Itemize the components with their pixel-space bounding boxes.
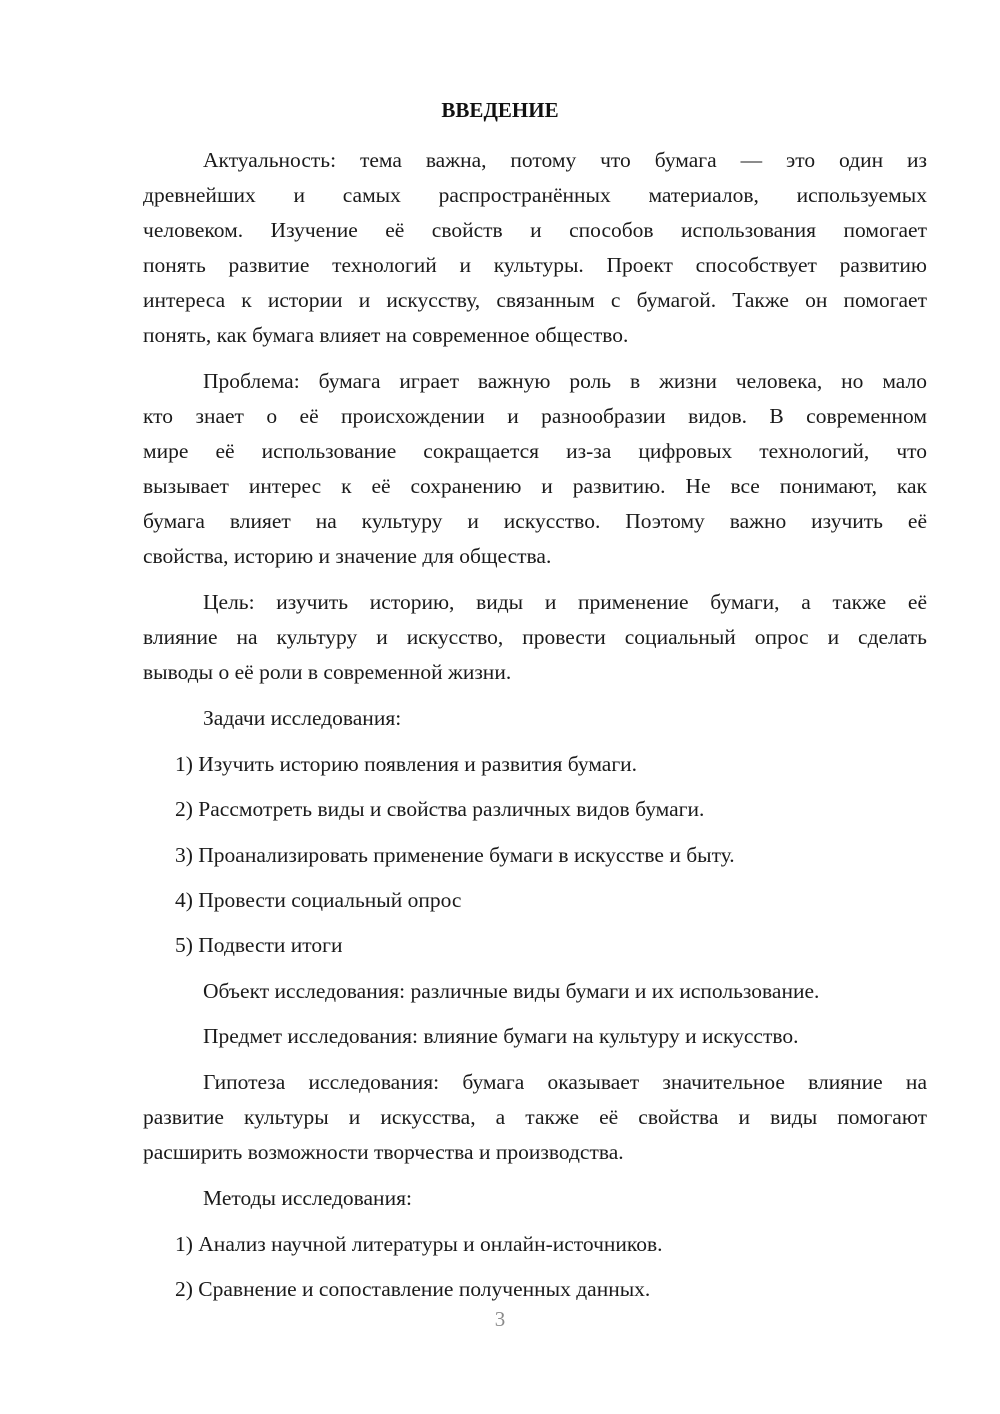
text-line: выводы о её роли в современной жизни.: [143, 660, 512, 684]
research-subject: Предмет исследования: влияние бумаги на культуру и искусство.: [203, 1024, 799, 1048]
text-line: вызывает интерес к её сохранению и развитию. Не все понимают, как: [143, 474, 927, 498]
text-line: понять, как бумага влияет на современное общество.: [143, 323, 629, 347]
text-line: Цель: изучить историю, виды и применение бумаги, а также её: [203, 590, 927, 614]
text-line: древнейших и самых распространённых материалов, используемых: [143, 183, 927, 207]
text-line: расширить возможности творчества и производства.: [143, 1140, 624, 1164]
list-item: 2) Рассмотреть виды и свойства различных видов бумаги.: [175, 797, 705, 821]
text-line: свойства, историю и значение для общества.: [143, 544, 552, 568]
list-item: 5) Подвести итоги: [175, 933, 343, 957]
text-line: интереса к истории и искусству, связанным с бумагой. Также он помогает: [143, 288, 927, 312]
text-line: человеком. Изучение её свойств и способов использования помогает: [143, 218, 927, 242]
list-item: 1) Анализ научной литературы и онлайн-источников.: [175, 1232, 663, 1256]
text-line: мире её использование сокращается из-за цифровых технологий, что: [143, 439, 927, 463]
methods-heading: Методы исследования:: [203, 1186, 412, 1210]
list-item: 3) Проанализировать применение бумаги в искусстве и быту.: [175, 843, 735, 867]
page-title: ВВЕДЕНИЕ: [441, 98, 559, 122]
list-item: 1) Изучить историю появления и развития бумаги.: [175, 752, 638, 776]
text-line: Гипотеза исследования: бумага оказывает значительное влияние на: [203, 1070, 927, 1094]
text-line: развитие культуры и искусства, а также её свойства и виды помогают: [143, 1105, 927, 1129]
text-line: кто знает о её происхождении и разнообразии видов. В современном: [143, 404, 927, 428]
text-line: Проблема: бумага играет важную роль в жизни человека, но мало: [203, 369, 927, 393]
tasks-heading: Задачи исследования:: [203, 706, 402, 730]
research-object: Объект исследования: различные виды бумаги и их использование.: [203, 979, 820, 1003]
text-line: бумага влияет на культуру и искусство. Поэтому важно изучить её: [143, 509, 927, 533]
text-line: Актуальность: тема важна, потому что бумага — это один из: [203, 148, 927, 172]
text-line: влияние на культуру и искусство, провести социальный опрос и сделать: [143, 625, 927, 649]
page-number: 3: [494, 1307, 506, 1331]
text-line: понять развитие технологий и культуры. Проект способствует развитию: [143, 253, 927, 277]
list-item: 4) Провести социальный опрос: [175, 888, 462, 912]
list-item: 2) Сравнение и сопоставление полученных данных.: [175, 1277, 651, 1301]
